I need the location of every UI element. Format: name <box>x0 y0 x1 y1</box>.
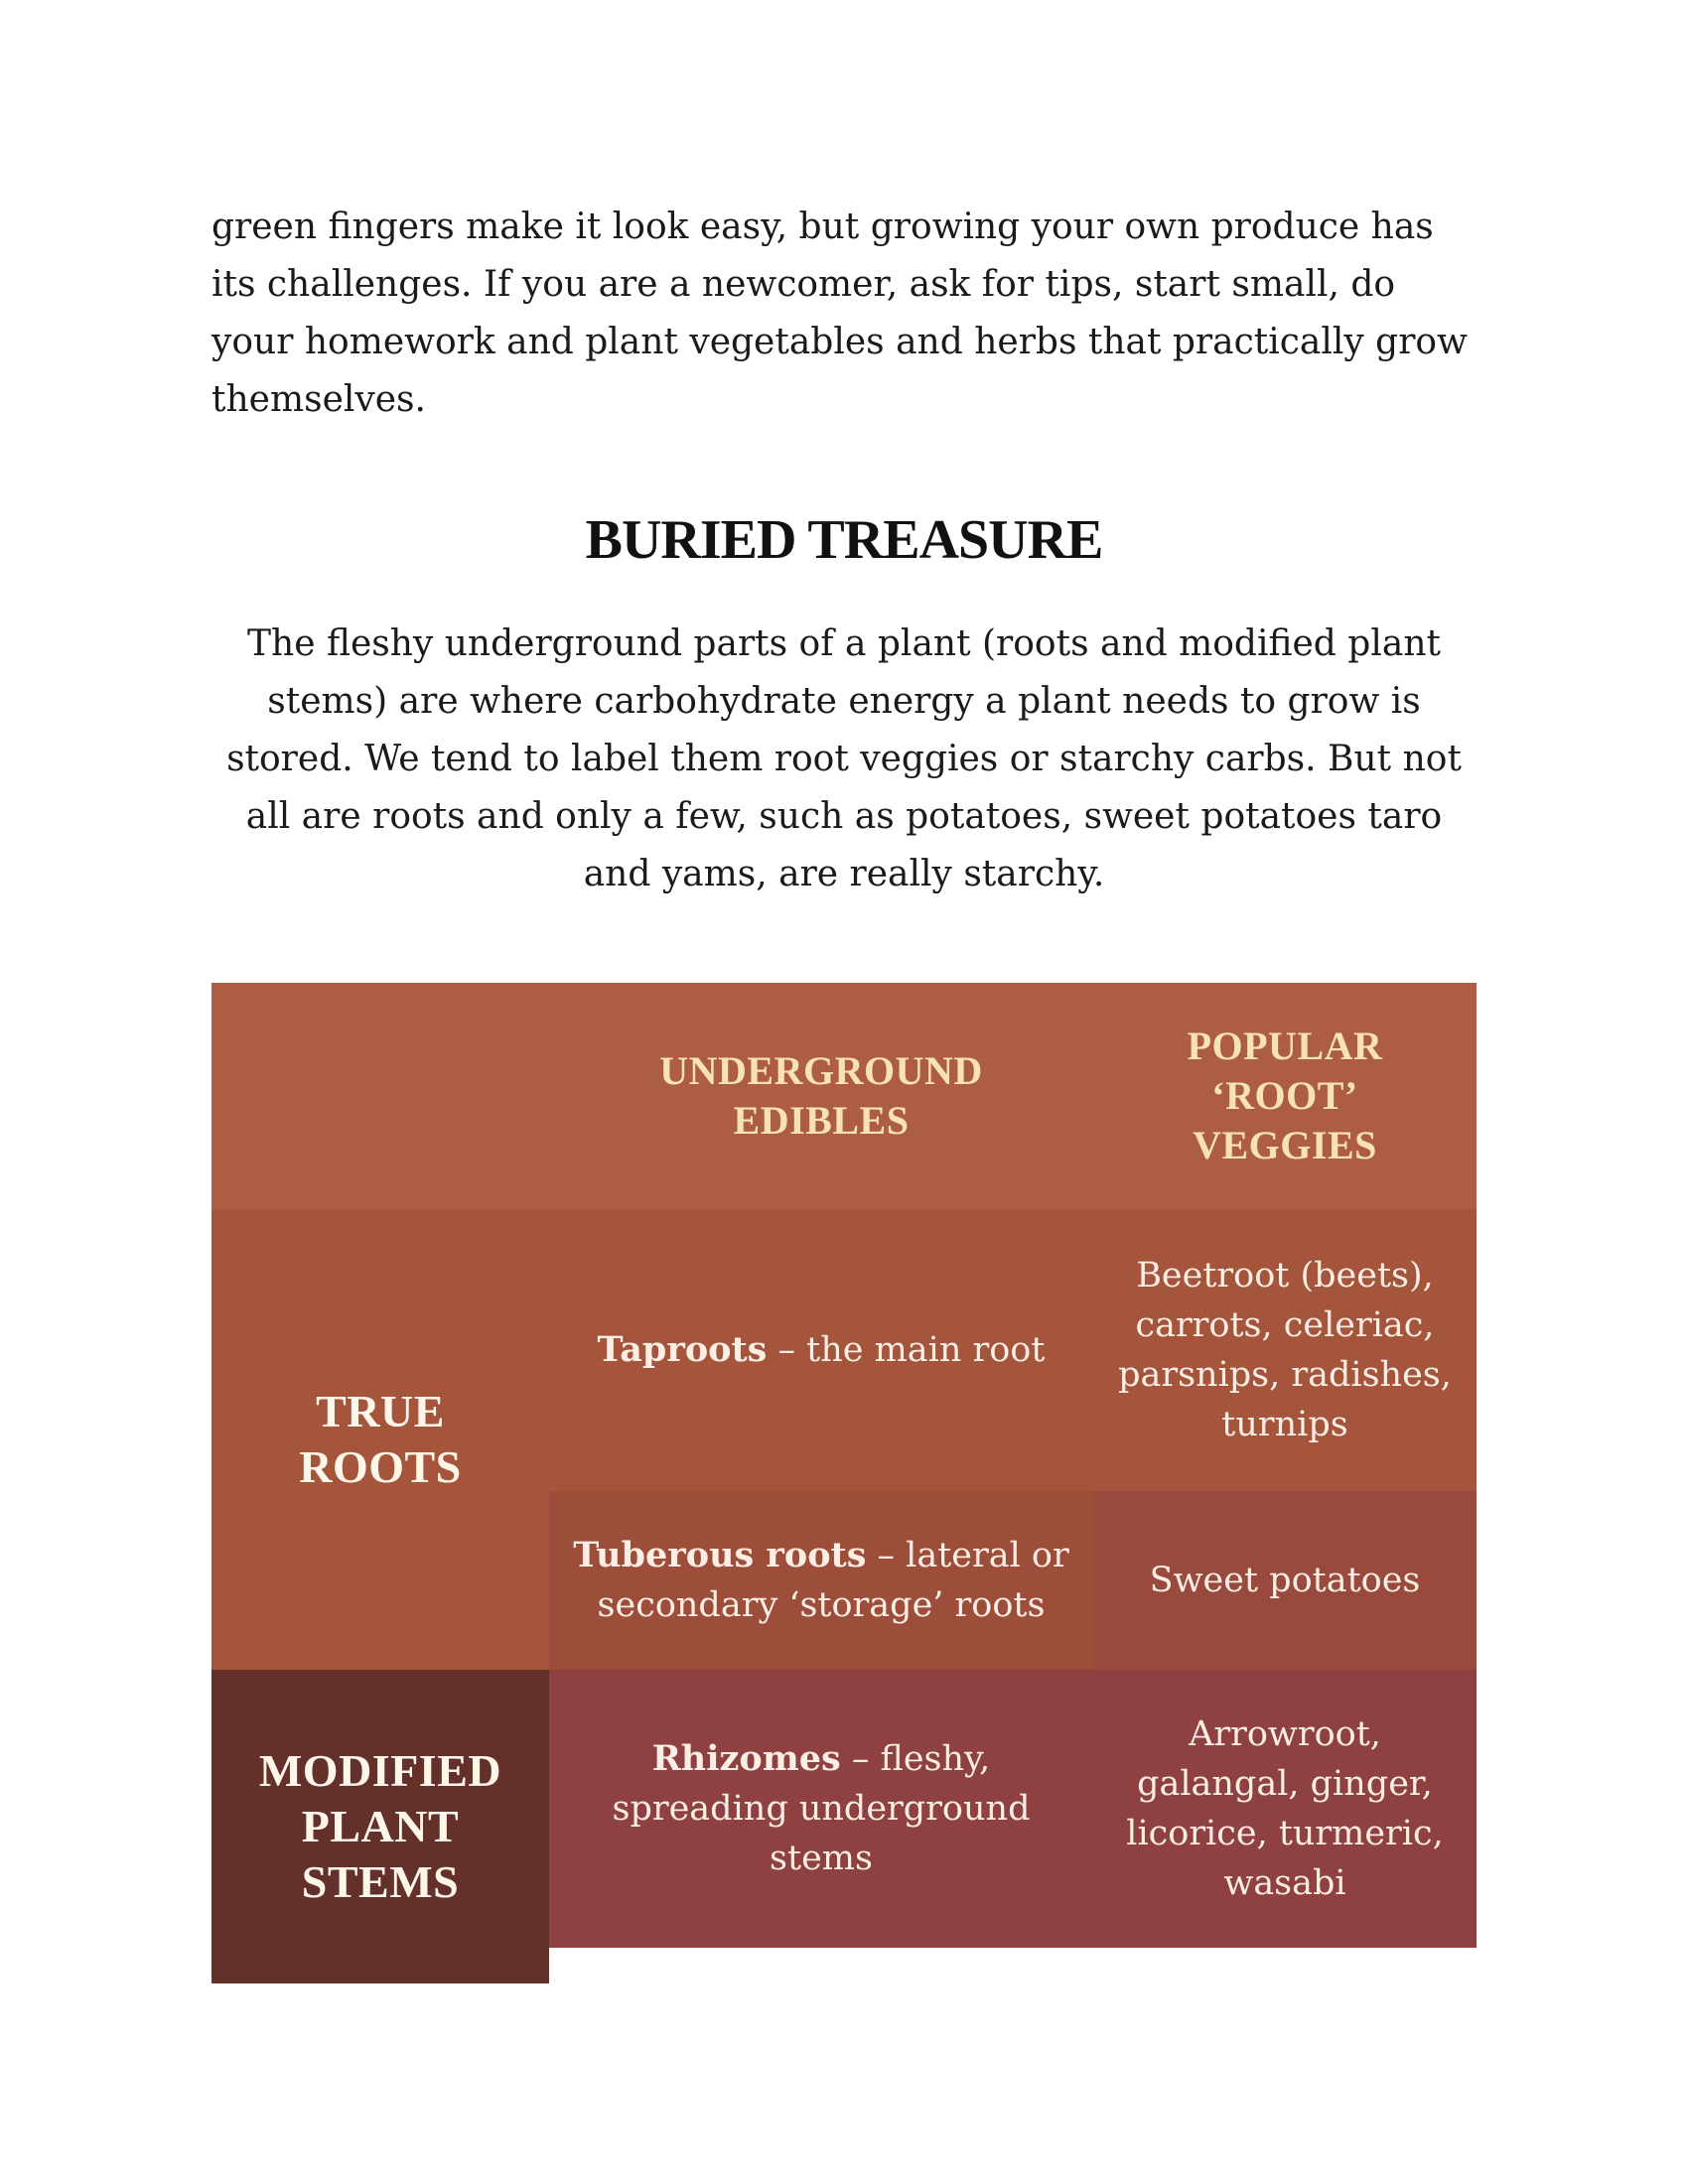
cell-veggies: Beetroot (beets), carrots, celeriac, parsnips, radishes, turnips <box>1118 1256 1452 1444</box>
cell-veggies: Sweet potatoes <box>1149 1561 1421 1600</box>
cell-rhizomes-veggies <box>1093 1670 1477 1948</box>
table-header-popular-veggies <box>1093 983 1477 1209</box>
row-label-true-roots <box>211 1209 549 1670</box>
cell-term: Rhizomes <box>651 1738 841 1779</box>
table-header-underground-edibles <box>549 983 1093 1209</box>
header-line: VEGGIES <box>1193 1123 1377 1167</box>
cell-desc: – fleshy, spreading underground stems <box>612 1739 1031 1878</box>
cell-tuberous-veggies <box>1093 1491 1477 1670</box>
row-label-line: ROOTS <box>299 1441 462 1492</box>
row-label-line: MODIFIED <box>258 1745 502 1796</box>
row-label-line: STEMS <box>301 1856 460 1907</box>
cell-tuberous-roots <box>549 1491 1093 1670</box>
header-line: POPULAR <box>1187 1024 1383 1068</box>
cell-taproots-veggies <box>1093 1209 1477 1491</box>
section-heading: BURIED TREASURE <box>585 509 1103 571</box>
row-label-line: TRUE <box>316 1386 445 1436</box>
header-line: UNDERGROUND <box>659 1048 983 1093</box>
cell-rhizomes <box>549 1670 1093 1948</box>
row-label-modified-stems <box>211 1670 549 1983</box>
row-label-line: PLANT <box>301 1801 460 1851</box>
cell-desc: – lateral or secondary ‘storage’ roots <box>597 1536 1069 1625</box>
cell-term: Taproots <box>597 1329 768 1370</box>
cell-term: Tuberous roots <box>573 1535 867 1575</box>
header-line: ‘ROOT’ <box>1211 1073 1358 1118</box>
cell-taproots <box>549 1209 1093 1491</box>
intro-paragraph: green fingers make it look easy, but growing your own produce has its challenges. If you are a newcomer, ask for tips, start small, do your homework and plant vegetables and herbs that practically grow themselves. <box>211 206 1468 420</box>
table-header-blank <box>211 983 549 1209</box>
cell-desc: – the main root <box>767 1330 1046 1370</box>
section-paragraph: The fleshy underground parts of a plant (roots and modified plant stems) are where carbohydrate energy a plant needs to grow is stored. We tend to label them root veggies or starchy carbs. But not all are roots and only a few, such as potatoes, sweet potatoes taro and yams, are really starchy. <box>226 623 1462 894</box>
header-line: EDIBLES <box>733 1098 910 1143</box>
cell-veggies: Arrowroot, galangal, ginger, licorice, turmeric, wasabi <box>1126 1714 1444 1903</box>
